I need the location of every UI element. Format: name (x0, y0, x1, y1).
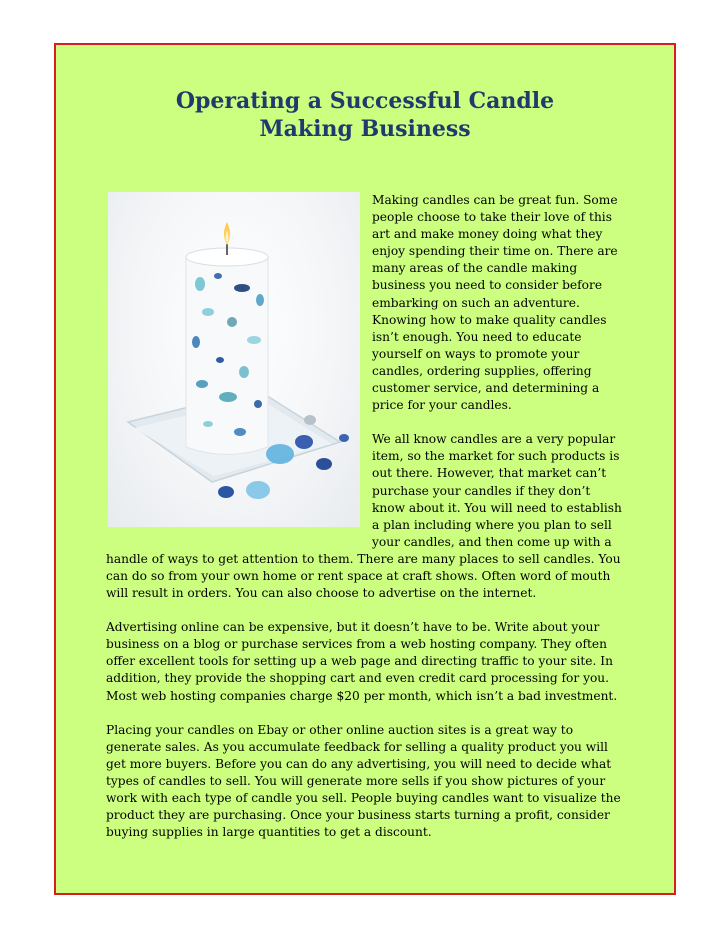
page-title (56, 87, 674, 143)
paragraph-4: Placing your candles on Ebay or other online auction sites is a great way to generate sales. As you accumulate feedback for selling a quality product you will get more buyers. Before you can do any advertising, you will need to decide what types of candles to sell. You will generate more sells if you show pictures of your work with each type of candle you sell. People buying candles want to visualize the product they are purchasing. Once your business starts turning a profit, consider buying supplies in large quantities to get a discount. (106, 722, 621, 840)
paragraph-1: Making candles can be great fun. Some people choose to take their love of this art and make money doing what they enjoy spending their time on. There are many areas of the candle making business you need to consider before embarking on such an adventure. Knowing how to make quality candles isn’t enough. You need to educate yourself on ways to promote your candles, ordering supplies, offering customer service, and determining a price for your candles. (372, 193, 618, 413)
document-page (54, 43, 676, 895)
title-line-2: Making Business (259, 116, 471, 142)
paragraph-3: Advertising online can be expensive, but it doesn’t have to be. Write about your business on a blog or purchase services from a web hosting company. They often offer excellent tools for setting up a web page and directing traffic to your site. In addition, they provide the shopping cart and even credit card processing for you. Most web hosting companies charge $20 per month, which isn’t a bad investment. (106, 620, 618, 703)
paragraph-2: We all know candles are a very popular item, so the market for such products is out there. However, that market can’t purchase your candles if they don’t know about it. You will need to establish a plan including where you plan to sell your candles, and then come up with a handle of ways to get attention to them. There are many places to sell candles. You can do so from your own home or rent space at craft shows. Often word of mouth will result in orders. You can also choose to advertise on the internet. (106, 432, 622, 601)
article-body (106, 192, 626, 858)
image-wrap-spacer (106, 192, 372, 534)
title-line-1: Operating a Successful Candle (175, 88, 555, 114)
